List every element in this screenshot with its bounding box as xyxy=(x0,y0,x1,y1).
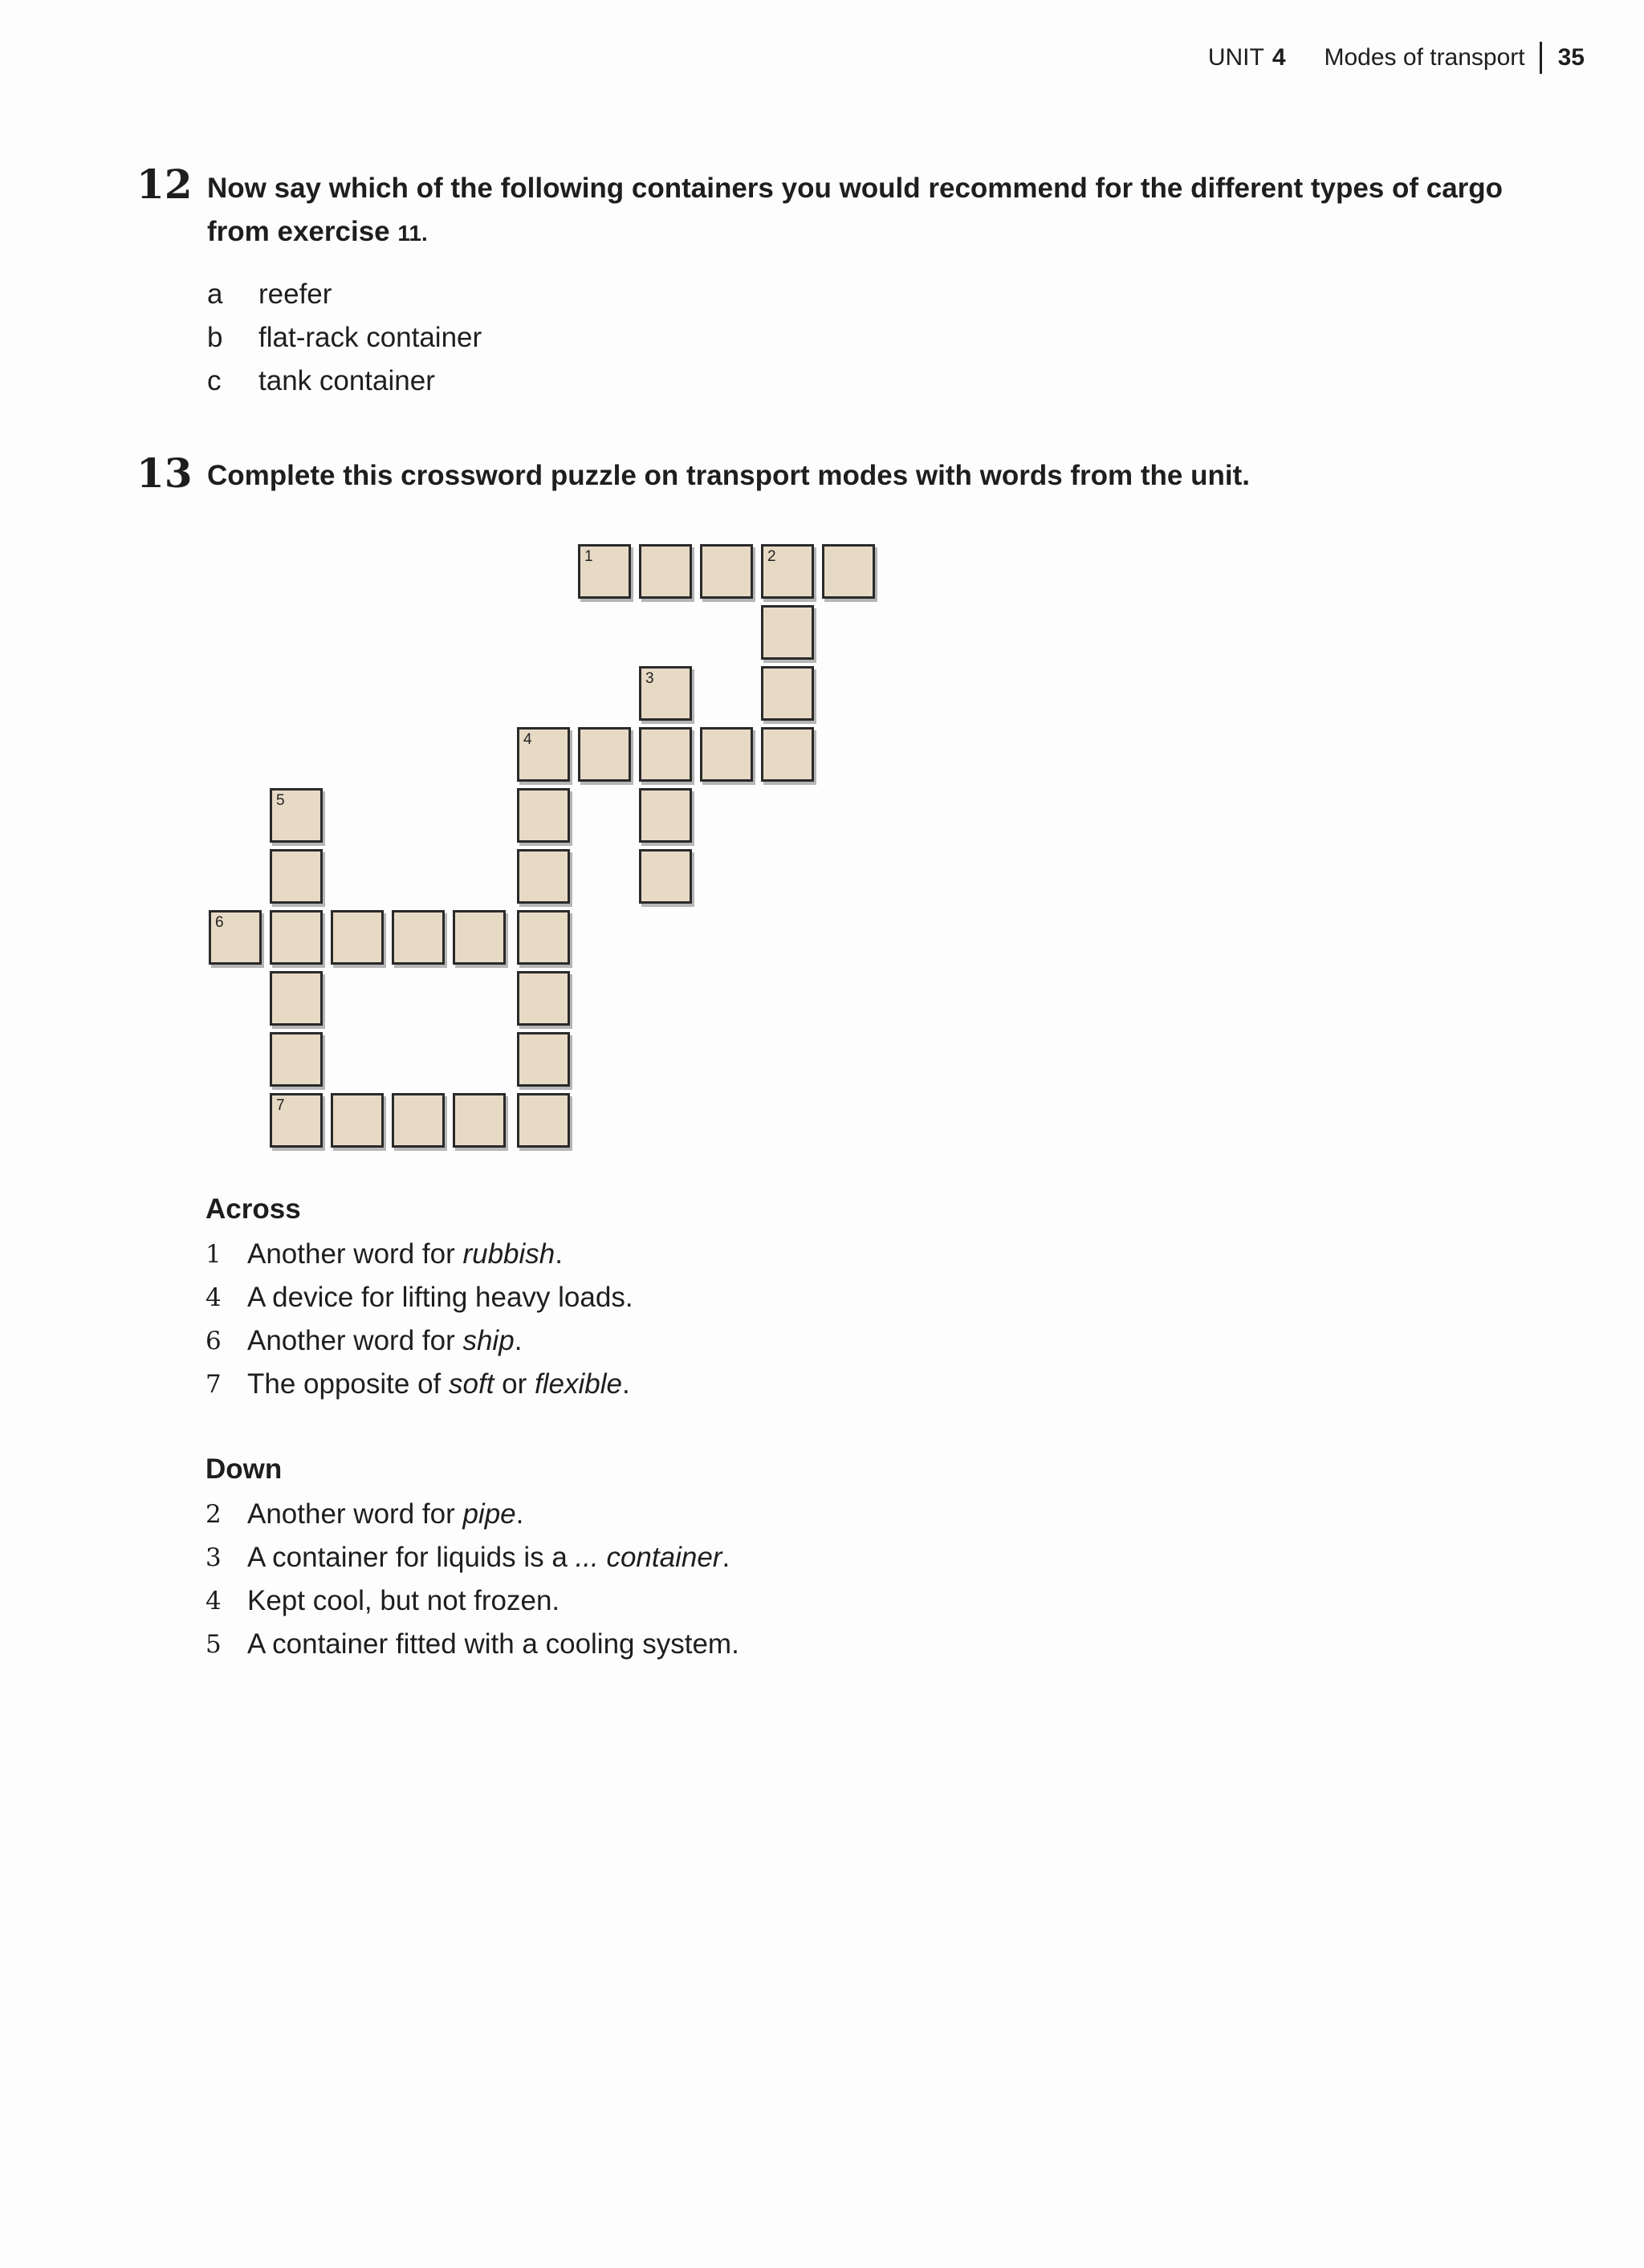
clue-text: A device for lifting heavy loads. xyxy=(247,1282,633,1313)
crossword-cell[interactable] xyxy=(209,910,262,965)
unit-label: UNIT xyxy=(1207,44,1264,71)
option-text: tank container xyxy=(258,365,435,396)
across-clues xyxy=(206,1186,633,1406)
clue-text-part: . xyxy=(555,1238,563,1270)
cell-number: 4 xyxy=(523,731,532,748)
crossword-cell[interactable] xyxy=(761,544,814,599)
crossword-cell[interactable] xyxy=(270,1032,323,1087)
exercise-12-number: 12 xyxy=(136,161,193,208)
header-divider xyxy=(1540,42,1542,74)
option-item xyxy=(207,273,482,316)
clue-text-part: . xyxy=(621,1368,630,1400)
clue-emphasis: flexible xyxy=(535,1368,622,1400)
crossword-cell[interactable] xyxy=(639,666,692,721)
clue-emphasis: rubbish xyxy=(462,1238,555,1270)
clue-number: 6 xyxy=(206,1327,222,1356)
clue-emphasis: ship xyxy=(462,1325,515,1356)
crossword-cell[interactable] xyxy=(578,544,631,599)
cell-number: 1 xyxy=(584,548,593,565)
option-text: reefer xyxy=(258,278,332,310)
crossword-cell[interactable] xyxy=(270,1093,323,1148)
crossword-cell[interactable] xyxy=(517,971,570,1026)
crossword-cell[interactable] xyxy=(392,910,445,965)
clue-item xyxy=(206,1233,633,1276)
cell-number: 3 xyxy=(645,670,654,687)
clue-text xyxy=(247,1368,630,1400)
cell-number: 7 xyxy=(276,1097,285,1114)
clue-text-part: The opposite of xyxy=(247,1368,449,1400)
clue-number: 4 xyxy=(206,1283,222,1312)
down-heading: Down xyxy=(206,1453,283,1485)
option-letter: a xyxy=(207,278,223,310)
crossword-cell[interactable] xyxy=(392,1093,445,1148)
exercise-12-reference: 11. xyxy=(397,221,428,246)
across-heading: Across xyxy=(206,1193,301,1225)
clue-item xyxy=(206,1493,739,1536)
crossword-cell[interactable] xyxy=(331,910,384,965)
crossword-cell[interactable] xyxy=(700,727,753,782)
clue-text xyxy=(247,1238,563,1270)
cell-number: 2 xyxy=(767,548,776,565)
clue-emphasis: pipe xyxy=(462,1498,516,1530)
clue-text xyxy=(247,1542,730,1574)
exercise-13-instruction: Complete this crossword puzzle on transport modes with words from the unit. xyxy=(207,460,1250,491)
crossword-cell[interactable] xyxy=(517,788,570,843)
cell-number: 6 xyxy=(215,914,224,931)
clue-text: A container fitted with a cooling system. xyxy=(247,1628,739,1660)
crossword-cell[interactable] xyxy=(639,849,692,904)
crossword-cell[interactable] xyxy=(639,544,692,599)
clue-item xyxy=(206,1276,633,1319)
crossword-cell[interactable] xyxy=(453,910,506,965)
clue-text-part: Another word for xyxy=(247,1238,463,1270)
crossword-cell[interactable] xyxy=(270,849,323,904)
clue-text-part: or xyxy=(494,1368,535,1400)
clue-text: Kept cool, but not frozen. xyxy=(247,1585,560,1616)
crossword-cell[interactable] xyxy=(761,727,814,782)
clue-text-part: Another word for xyxy=(247,1325,463,1356)
crossword-cell[interactable] xyxy=(639,788,692,843)
crossword-cell[interactable] xyxy=(578,727,631,782)
clue-number: 2 xyxy=(206,1500,222,1529)
exercise-12-instruction-text: Now say which of the following containers you would recommend for the different types of cargo from exercise xyxy=(207,173,1504,247)
clue-text-part: A container for liquids is a xyxy=(247,1542,576,1573)
page-header xyxy=(1208,42,1585,74)
clue-item xyxy=(206,1319,633,1363)
clue-emphasis: soft xyxy=(449,1368,494,1400)
exercise-12-instruction xyxy=(207,167,1524,255)
exercise-13-number: 13 xyxy=(136,449,193,497)
clue-number: 3 xyxy=(206,1543,222,1572)
crossword-cell[interactable] xyxy=(517,849,570,904)
crossword-cell[interactable] xyxy=(761,666,814,721)
clue-text-part: . xyxy=(514,1325,523,1356)
crossword-cell[interactable] xyxy=(517,1032,570,1087)
crossword-cell[interactable] xyxy=(331,1093,384,1148)
clue-item xyxy=(206,1623,739,1666)
exercise-12-options xyxy=(207,273,482,403)
clue-text-part: . xyxy=(515,1498,524,1530)
clue-item xyxy=(206,1536,739,1579)
crossword-cell[interactable] xyxy=(453,1093,506,1148)
clue-item xyxy=(206,1363,633,1406)
down-clues xyxy=(206,1446,739,1666)
clue-text-part: . xyxy=(722,1542,730,1573)
clue-number: 4 xyxy=(206,1587,222,1616)
crossword-cell[interactable] xyxy=(517,727,570,782)
clue-number: 5 xyxy=(206,1630,222,1659)
option-letter: b xyxy=(207,322,223,353)
clue-text xyxy=(247,1325,522,1357)
crossword-cell[interactable] xyxy=(700,544,753,599)
crossword-cell[interactable] xyxy=(270,788,323,843)
clue-item xyxy=(206,1579,739,1623)
option-letter: c xyxy=(207,365,222,396)
section-title: Modes of transport xyxy=(1324,44,1525,71)
crossword-cell[interactable] xyxy=(822,544,875,599)
clue-text-part: Another word for xyxy=(247,1498,463,1530)
crossword-cell[interactable] xyxy=(270,910,323,965)
crossword-cell[interactable] xyxy=(517,910,570,965)
unit-number: 4 xyxy=(1272,44,1286,71)
cell-number: 5 xyxy=(276,792,285,809)
clue-number: 7 xyxy=(206,1370,222,1399)
page-number: 35 xyxy=(1557,44,1585,71)
clue-number: 1 xyxy=(206,1240,222,1269)
clue-text xyxy=(247,1498,523,1530)
crossword-cell[interactable] xyxy=(639,727,692,782)
option-item xyxy=(207,316,482,360)
option-text: flat-rack container xyxy=(258,322,482,353)
crossword-cell[interactable] xyxy=(761,605,814,660)
option-item xyxy=(207,360,482,403)
crossword-cell[interactable] xyxy=(517,1093,570,1148)
crossword-cell[interactable] xyxy=(270,971,323,1026)
clue-emphasis: ... container xyxy=(575,1542,722,1573)
